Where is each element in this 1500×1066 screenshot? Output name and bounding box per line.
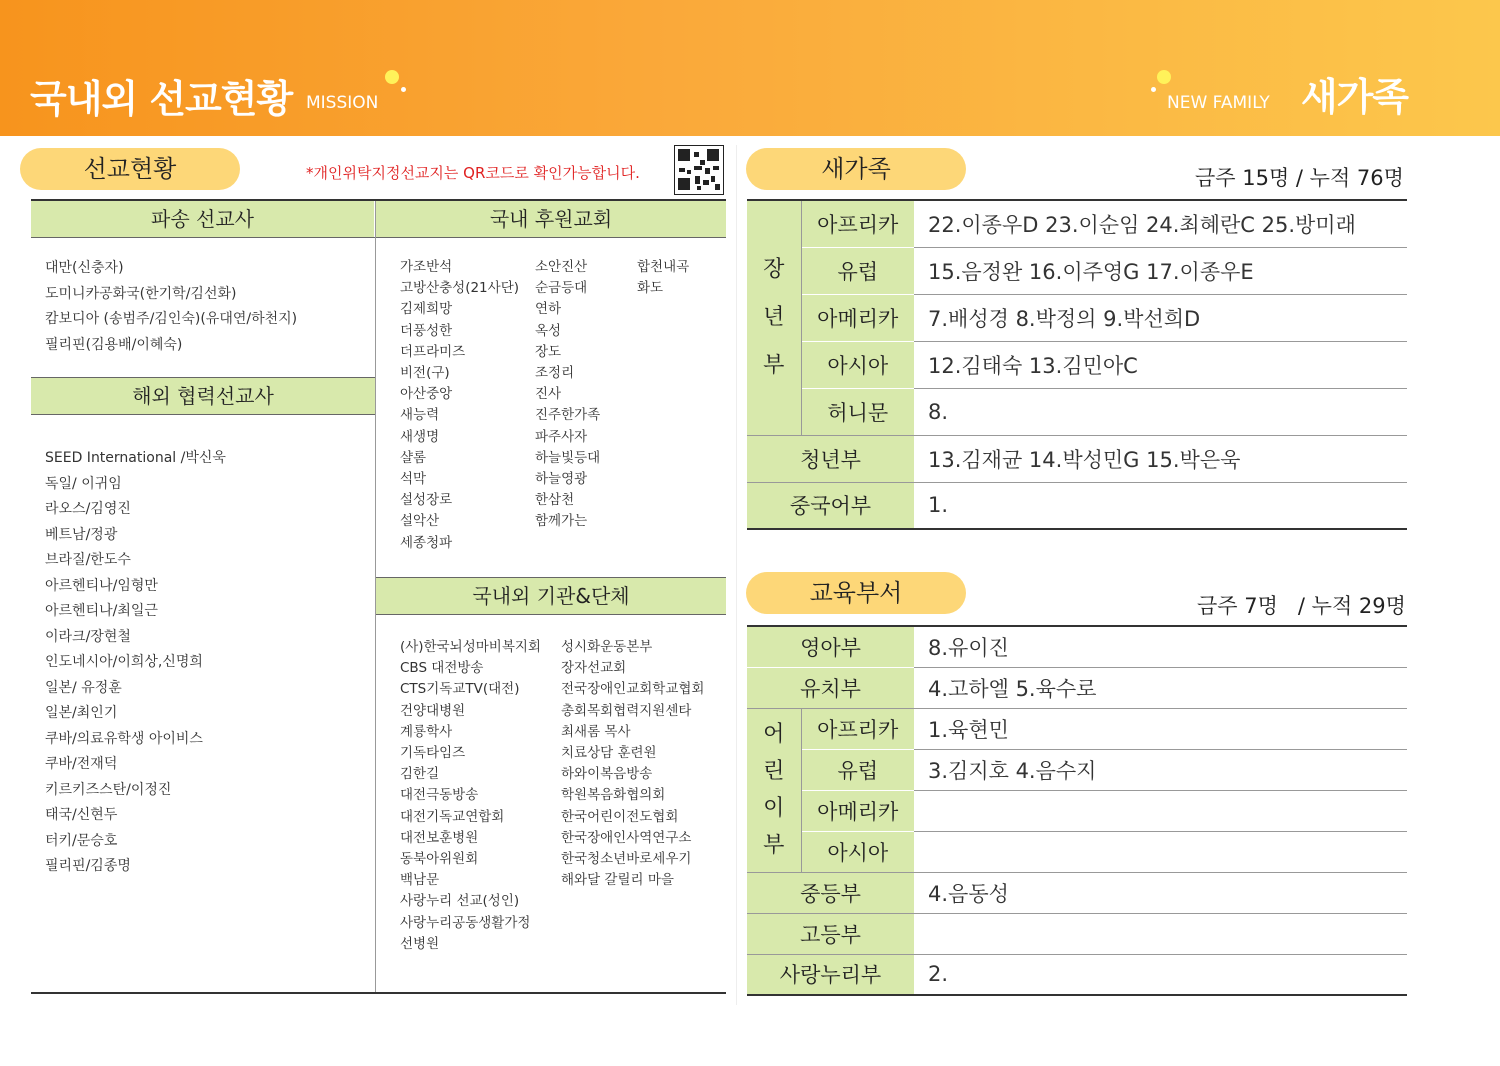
page-divider — [736, 145, 737, 1005]
table-row — [747, 913, 1407, 954]
table-bottom-rule — [31, 992, 726, 994]
organizations-header: 국내외 기관&단체 — [376, 578, 726, 614]
list-item: 일본/ 유정훈 — [45, 679, 122, 696]
youth-adult-group-label: 장 년 부 — [747, 200, 801, 435]
header-banner — [0, 0, 1500, 136]
list-item: 대전기독교연합회 — [400, 808, 505, 825]
list-item: 치료상담 훈련원 — [561, 745, 657, 762]
row-value: 4.음동성 — [914, 872, 1407, 913]
row-label: 중등부 — [747, 872, 914, 913]
row-value: 8.유이진 — [914, 626, 1407, 667]
list-item: 순금등대 — [535, 280, 588, 297]
list-item: 계룡학사 — [400, 723, 453, 740]
header-rule — [31, 237, 726, 238]
list-item: 아르헨티나/임형만 — [45, 577, 158, 594]
education-pill: 교육부서 — [746, 572, 966, 614]
list-item: 건양대병원 — [400, 702, 466, 719]
new-family-pill: 새가족 — [746, 148, 966, 190]
list-item: 필리핀(김용배/이혜숙) — [45, 336, 183, 353]
list-item: 성시화운동본부 — [561, 639, 653, 655]
list-item: 도미니카공화국(한기학/김선화) — [45, 285, 237, 302]
organizations-col2 — [561, 637, 704, 891]
new-family-subtitle: NEW FAMILY — [1167, 93, 1270, 113]
list-item: 설악산 — [400, 513, 440, 530]
list-item: 합천내곡 — [637, 259, 690, 275]
list-item: 파주사자 — [535, 428, 588, 445]
list-item: 대전극동방송 — [400, 787, 479, 804]
domestic-churches-col1 — [400, 257, 519, 554]
list-item: 한삼천 — [535, 492, 575, 509]
qr-note: *개인위탁지정선교지는 QR코드로 확인가능합니다. — [306, 164, 640, 182]
table-row — [747, 749, 1407, 790]
decor-dot — [385, 70, 399, 84]
new-family-table — [747, 199, 1407, 530]
list-item: 대전보훈병원 — [400, 829, 479, 846]
decor-dot — [1157, 70, 1171, 84]
list-item: 함께가는 — [535, 513, 588, 530]
table-row — [747, 831, 1407, 872]
table-row — [747, 482, 1407, 529]
list-item: 연하 — [535, 301, 562, 318]
row-label: 아메리카 — [801, 790, 914, 831]
list-item: 조정리 — [535, 365, 575, 382]
list-item: 설성장로 — [400, 492, 453, 509]
row-value: 22.이종우D 23.이순임 24.최혜란C 25.방미래 — [914, 200, 1407, 247]
list-item: 비전(구) — [400, 365, 450, 382]
row-value: 3.김지호 4.음수지 — [914, 749, 1407, 790]
list-item: CBS 대전방송 — [400, 660, 484, 677]
row-value — [914, 831, 1407, 872]
list-item: 사랑누리 선교(성인) — [400, 893, 520, 910]
list-item: 샬롬 — [400, 449, 427, 466]
list-item: 새생명 — [400, 428, 440, 445]
row-value: 1.육현민 — [914, 708, 1407, 749]
decor-dot — [401, 87, 406, 92]
row-label: 허니문 — [801, 388, 914, 435]
list-item: 독일/ 이귀임 — [45, 475, 122, 492]
list-item: 하늘영광 — [535, 471, 588, 488]
row-label: 중국어부 — [747, 482, 914, 529]
row-label: 사랑누리부 — [747, 954, 914, 995]
list-item: 선병원 — [400, 935, 440, 952]
table-row — [747, 294, 1407, 341]
list-item: 캄보디아 (송범주/김인숙)(유대연/하천지) — [45, 311, 298, 327]
list-item: 이라크/장현철 — [45, 628, 131, 645]
new-family-count: 금주 15명 / 누적 76명 — [1195, 166, 1404, 190]
list-item: 옥성 — [535, 322, 562, 339]
row-value: 7.배성경 8.박정의 9.박선희D — [914, 294, 1407, 341]
list-item: 아산중앙 — [400, 386, 453, 403]
new-family-title: 새가족 — [1300, 75, 1408, 119]
list-item: 동북아위원회 — [400, 851, 479, 868]
dispatched-list — [45, 256, 297, 358]
row-label: 아프리카 — [801, 708, 914, 749]
organizations-col1 — [400, 637, 541, 955]
mission-subtitle: MISSION — [306, 93, 379, 113]
table-row — [747, 435, 1407, 482]
list-item: 베트남/정광 — [45, 526, 118, 543]
table-row — [747, 708, 1407, 749]
list-item: 해와달 갈릴리 마을 — [561, 872, 674, 889]
row-label: 유럽 — [801, 749, 914, 790]
decor-dot — [1151, 87, 1156, 92]
education-table — [747, 625, 1407, 996]
domestic-churches-col3 — [637, 257, 689, 299]
list-item: 기독타임즈 — [400, 745, 466, 762]
mission-status-pill: 선교현황 — [20, 148, 240, 190]
section-rule — [376, 614, 726, 615]
list-item: 총회목회협력지원센타 — [561, 702, 692, 719]
list-item: 장도 — [535, 343, 562, 360]
section-rule — [31, 414, 375, 415]
overseas-missionaries-header: 해외 협력선교사 — [31, 378, 375, 414]
mission-title: 국내외 선교현황 — [30, 77, 293, 121]
row-label: 아프리카 — [801, 200, 914, 247]
list-item: 브라질/한도수 — [45, 552, 131, 568]
list-item: 김한길 — [400, 766, 440, 783]
list-item: 진사 — [535, 386, 562, 403]
list-item: 사랑누리공동생활가정 — [400, 914, 531, 931]
dispatched-missionaries-header: 파송 선교사 — [31, 201, 374, 237]
row-value — [914, 790, 1407, 831]
list-item: 새능력 — [400, 407, 440, 424]
list-item: 한국장애인사역연구소 — [561, 829, 692, 846]
row-label: 고등부 — [747, 913, 914, 954]
row-value — [914, 913, 1407, 954]
list-item: 학원복음화협의회 — [561, 787, 666, 804]
list-item: 더프라미즈 — [400, 343, 466, 360]
row-value: 1. — [928, 493, 949, 518]
list-item: 석막 — [400, 471, 427, 488]
list-item: 키르키즈스탄/이정진 — [45, 781, 172, 798]
table-row — [747, 872, 1407, 913]
row-value: 2. — [928, 962, 949, 987]
list-item: 최새롬 목사 — [561, 723, 631, 740]
table-row — [747, 626, 1407, 667]
list-item: 전국장애인교회학교협회 — [561, 681, 705, 698]
row-value: 13.김재균 14.박성민G 15.박은욱 — [914, 435, 1407, 482]
list-item: 하늘빛등대 — [535, 449, 601, 466]
row-value: 4.고하엘 5.육수로 — [914, 667, 1407, 708]
list-item: 소안진산 — [535, 259, 588, 275]
list-item: 쿠바/의료유학생 아이비스 — [45, 730, 203, 747]
list-item: CTS기독교TV(대전) — [400, 681, 520, 698]
list-item: 진주한가족 — [535, 407, 601, 424]
list-item: 대만(신충자) — [45, 260, 124, 276]
list-item: 화도 — [637, 280, 664, 297]
list-item: 하와이복음방송 — [561, 766, 653, 783]
list-item: 한국청소년바로세우기 — [561, 851, 692, 868]
row-label: 청년부 — [747, 435, 914, 482]
list-item: 쿠바/전재덕 — [45, 756, 118, 772]
row-label: 아시아 — [801, 341, 914, 388]
overseas-list — [45, 446, 226, 880]
table-row — [747, 388, 1407, 435]
education-count: 금주 7명 / 누적 29명 — [1197, 594, 1406, 618]
list-item: 더풍성한 — [400, 322, 453, 339]
row-label: 아시아 — [801, 831, 914, 872]
list-item: 아르헨티나/최일근 — [45, 603, 158, 619]
row-label: 영아부 — [747, 626, 914, 667]
row-value: 12.김태숙 13.김민아C — [914, 341, 1407, 388]
list-item: 세종청파 — [400, 534, 453, 551]
list-item: 필리핀/김종명 — [45, 858, 131, 874]
list-item: 일본/최인기 — [45, 705, 118, 721]
list-item: 터키/문승호 — [45, 832, 118, 849]
list-item: 장자선교회 — [561, 660, 627, 677]
domestic-churches-col2 — [535, 257, 600, 533]
table-row — [747, 667, 1407, 708]
list-item: 김제희망 — [400, 301, 453, 318]
table-row — [747, 200, 1407, 247]
list-item: (사)한국뇌성마비복지회 — [400, 639, 541, 655]
domestic-churches-header: 국내 후원교회 — [376, 201, 726, 237]
list-item: 태국/신현두 — [45, 807, 118, 823]
list-item: 백남문 — [400, 872, 440, 889]
list-item: 라오스/김영진 — [45, 501, 131, 517]
list-item: SEED International /박신욱 — [45, 450, 226, 466]
table-row — [747, 954, 1407, 995]
row-value: 8. — [914, 388, 1407, 435]
list-item: 고방산충성(21사단) — [400, 280, 519, 297]
row-label: 유치부 — [747, 667, 914, 708]
children-group-label: 어 린 이 부 — [747, 708, 801, 872]
row-label: 아메리카 — [801, 294, 914, 341]
table-row — [747, 341, 1407, 388]
list-item: 가조반석 — [400, 259, 453, 275]
table-row — [747, 790, 1407, 831]
table-row — [747, 247, 1407, 294]
row-value: 15.음정완 16.이주영G 17.이종우E — [914, 247, 1407, 294]
row-label: 유럽 — [801, 247, 914, 294]
list-item: 한국어린이전도협회 — [561, 808, 679, 825]
qr-code-icon[interactable] — [674, 145, 724, 195]
list-item: 인도네시아/이희상,신명희 — [45, 654, 203, 670]
